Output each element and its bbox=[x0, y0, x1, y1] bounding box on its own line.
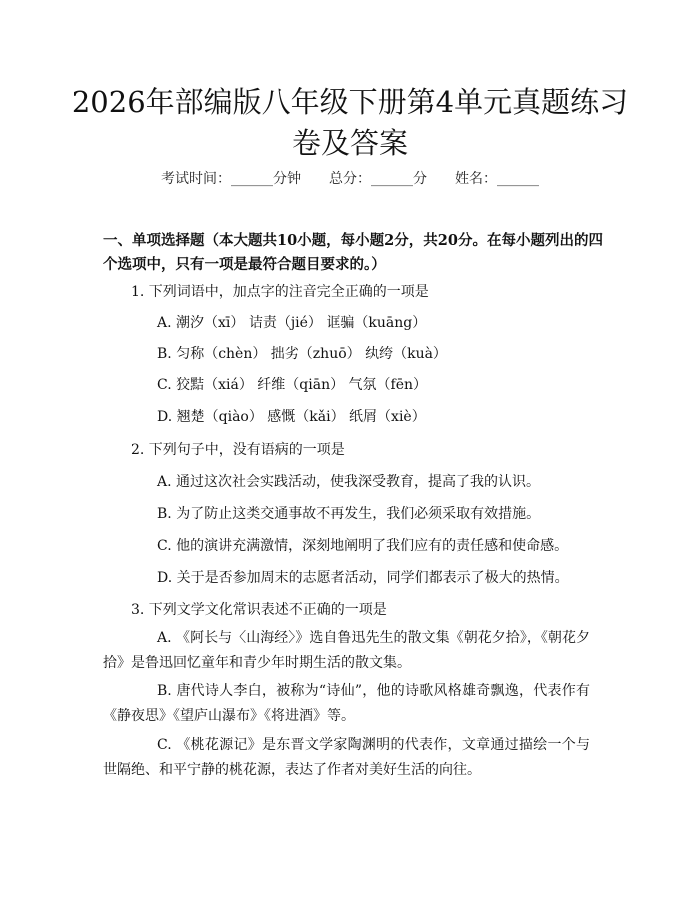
question-3-option-a: A. 《阿长与〈山海经〉》选自鲁迅先生的散文集《朝花夕拾》，《朝花夕拾》是鲁迅回忆童年和青少年时期生活的散文集。 bbox=[103, 630, 590, 671]
question-3-option-c: C. 《桃花源记》是东晋文学家陶渊明的代表作，文章通过描绘一个与世隔绝、和平宁静的桃花源，表达了作者对美好生活的向往。 bbox=[103, 737, 590, 778]
section-heading: 一、单项选择题（本大题共10小题，每小题2分，共20分。在每小题列出的四个选项中，只有一项是最符合题目要求的。） bbox=[103, 232, 603, 273]
question-2-stem: 2. 下列句子中，没有语病的一项是 bbox=[131, 442, 345, 458]
exam-time-field: 考试时间：______分钟 bbox=[161, 171, 301, 187]
question-1-option-b: B. 匀称（chèn） 拙劣（zhuō） 纨绔（kuà） bbox=[157, 346, 447, 362]
exam-meta bbox=[0, 168, 700, 188]
name-field: 姓名：______ bbox=[455, 171, 539, 187]
page-title: 2026年部编版八年级下册第4单元真题练习卷及答案 bbox=[71, 85, 629, 160]
total-score-field: 总分：______分 bbox=[329, 171, 427, 187]
question-3-option-b: B. 唐代诗人李白，被称为“诗仙”，他的诗歌风格雄奇飘逸，代表作有《静夜思》《望庐山瀑布》《将进酒》等。 bbox=[103, 683, 590, 724]
question-3-stem: 3. 下列文学文化常识表述不正确的一项是 bbox=[131, 602, 387, 618]
question-2-option-d: D. 关于是否参加周末的志愿者活动，同学们都表示了极大的热情。 bbox=[157, 570, 569, 586]
question-1-option-a: A. 潮汐（xī） 诘责（jié） 诓骗（kuāng） bbox=[157, 315, 427, 331]
question-1-stem: 1. 下列词语中，加点字的注音完全正确的一项是 bbox=[131, 284, 429, 300]
question-2-option-a: A. 通过这次社会实践活动，使我深受教育，提高了我的认识。 bbox=[157, 474, 541, 490]
question-1-option-c: C. 狡黠（xiá） 纤维（qiān） 气氛（fēn） bbox=[157, 377, 428, 393]
question-2-option-c: C. 他的演讲充满激情，深刻地阐明了我们应有的责任感和使命感。 bbox=[157, 538, 569, 554]
question-1-option-d: D. 翘楚（qiào） 感慨（kǎi） 纸屑（xiè） bbox=[157, 409, 426, 425]
question-2-option-b: B. 为了防止这类交通事故不再发生，我们必须采取有效措施。 bbox=[157, 506, 541, 522]
